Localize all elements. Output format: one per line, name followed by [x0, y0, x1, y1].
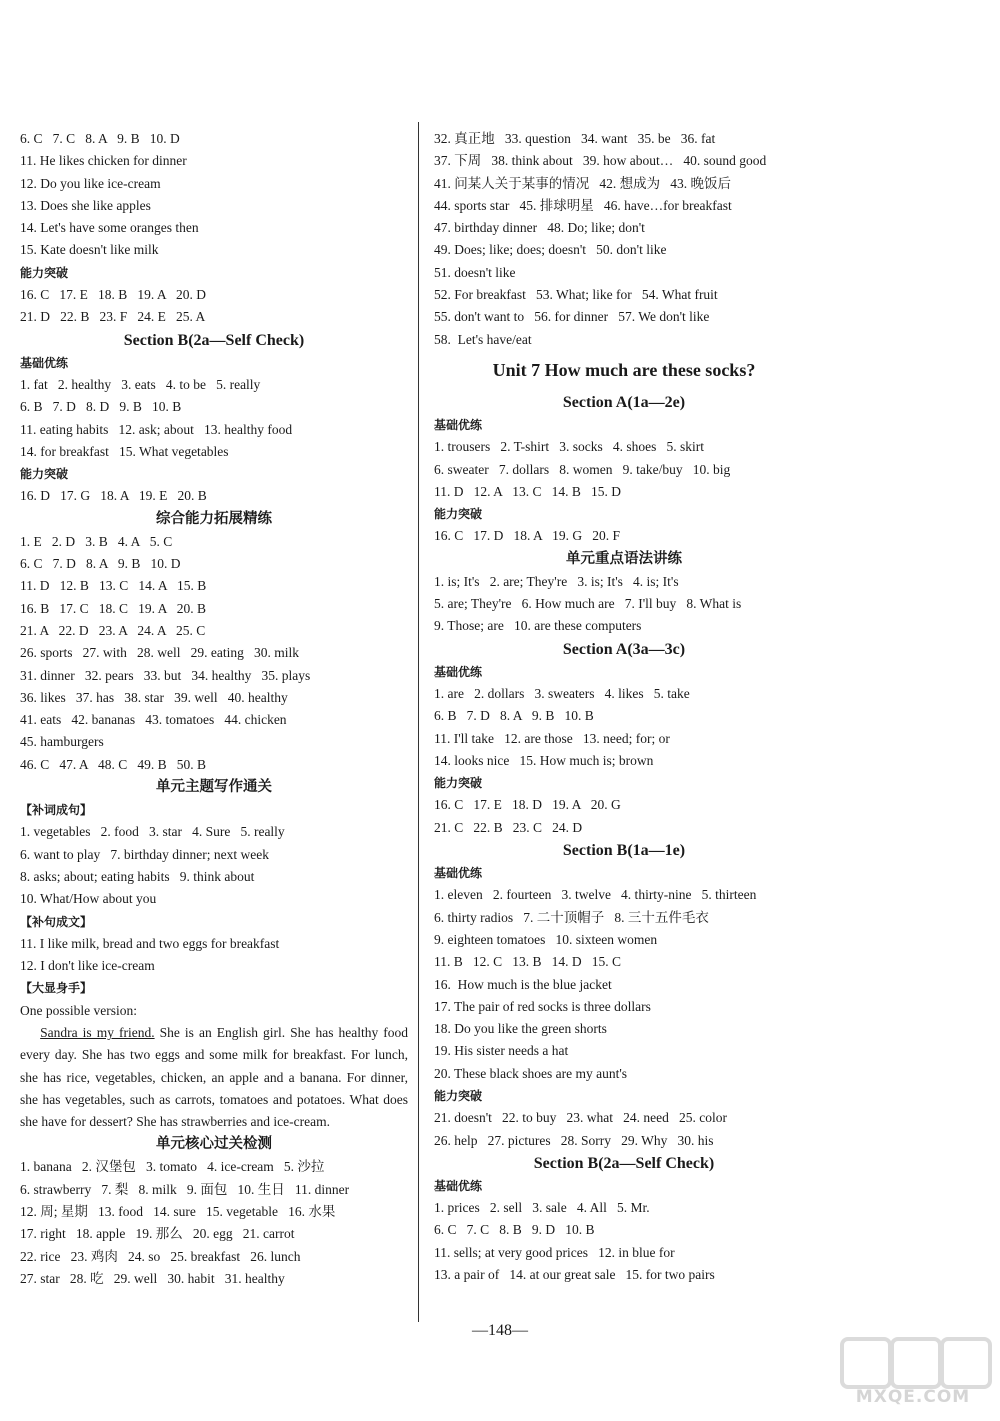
section-heading: 单元主题写作通关	[156, 779, 272, 796]
answer-line: 6. C 7. D 8. A 9. B 10. D	[20, 556, 181, 572]
answer-line: 9. Those; are 10. are these computers	[434, 618, 642, 634]
answer-line: 11. I'll take 12. are those 13. need; for; or	[434, 730, 670, 746]
answer-line: 12. 周; 星期 13. food 14. sure 15. vegetable 16. 水果	[20, 1204, 336, 1220]
section-heading: Section B(1a—1e)	[562, 842, 686, 860]
section-heading: Section A(1a—2e)	[562, 393, 686, 411]
answer-line: 6. strawberry 7. 梨 8. milk 9. 面包 10. 生日 11. dinner	[20, 1181, 350, 1197]
section-heading: Section B(2a—Self Check)	[533, 1154, 715, 1172]
answer-line: 12. Do you like ice-cream	[20, 175, 161, 191]
answer-line: 13. a pair of 14. at our great sale 15. for two pairs	[434, 1267, 715, 1283]
section-tag: 基础优练	[434, 664, 483, 679]
section-tag: 能力突破	[20, 265, 69, 280]
section-heading: 单元核心过关检测	[156, 1136, 272, 1153]
answer-line: 16. C 17. D 18. A 19. G 20. F	[434, 528, 621, 544]
answer-line: 16. C 17. E 18. B 19. A 20. D	[20, 287, 207, 303]
section-heading: Section B(2a—Self Check)	[123, 331, 305, 349]
answer-line: 8. asks; about; eating habits 9. think about	[20, 868, 255, 884]
answer-line: 11. sells; at very good prices 12. in blue for	[434, 1244, 675, 1260]
answer-line: 52. For breakfast 53. What; like for 54. What fruit	[434, 287, 718, 303]
answer-line: 11. B 12. C 13. B 14. D 15. C	[434, 954, 622, 970]
section-heading: Section A(3a—3c)	[562, 640, 686, 658]
answer-line: 1. is; It's 2. are; They're 3. is; It's 4. is; It's	[434, 573, 679, 589]
section-tag: 基础优练	[434, 417, 483, 432]
column-divider	[418, 122, 419, 1322]
watermark-url: MXQE.COM	[855, 1387, 971, 1407]
answer-line: 44. sports star 45. 排球明星 46. have…for breakfast	[434, 197, 732, 213]
section-tag: 能力突破	[434, 776, 483, 791]
essay-opening: Sandra is my friend.	[40, 1024, 155, 1040]
answer-line: 11. eating habits 12. ask; about 13. healthy food	[20, 421, 293, 437]
answer-line: 20. These black shoes are my aunt's	[434, 1065, 628, 1081]
answer-line: 6. C 7. C 8. A 9. B 10. D	[20, 131, 180, 146]
answer-line: 32. 真正地 33. question 34. want 35. be 36. fat	[434, 131, 716, 146]
section-heading: 单元重点语法讲练	[566, 550, 682, 567]
section-tag: 基础优练	[20, 355, 69, 370]
answer-line: 6. want to play 7. birthday dinner; next week	[20, 846, 269, 862]
section-tag: 基础优练	[434, 866, 483, 881]
essay-body: She is an English girl. She has healthy food every day. She has two eggs and some milk for breakfast. For lunch, she has rice, vegetables, chicken, an apple and a banana. For dinner, she has vegetables, such as carrots, tomatoes and potatoes. What does she have for dessert? She has strawberries and ice-cream.	[20, 1024, 408, 1130]
answer-line: 6. sweater 7. dollars 8. women 9. take/buy 10. big	[434, 461, 731, 477]
answer-line: 5. are; They're 6. How much are 7. I'll buy 8. What is	[434, 596, 742, 612]
answer-line: 46. C 47. A 48. C 49. B 50. B	[20, 756, 207, 772]
answer-line: 41. eats 42. bananas 43. tomatoes 44. chicken	[20, 712, 287, 728]
watermark-glyph-box	[840, 1337, 892, 1389]
answer-line: 14. for breakfast 15. What vegetables	[20, 443, 229, 459]
answer-line: 49. Does; like; does; doesn't 50. don't like	[434, 242, 667, 258]
section-tag: 能力突破	[434, 1088, 483, 1103]
answer-line: 16. How much is the blue jacket	[434, 976, 612, 992]
left-column	[20, 128, 408, 1290]
section-tag: 能力突破	[434, 507, 483, 522]
answer-line: 27. star 28. 吃 29. well 30. habit 31. healthy	[20, 1270, 285, 1286]
answer-line: 26. sports 27. with 28. well 29. eating 30. milk	[20, 645, 299, 661]
answer-line: 11. D 12. A 13. C 14. B 15. D	[434, 483, 622, 499]
answer-line: 41. 问某人关于某事的情况 42. 想成为 43. 晚饭后	[434, 175, 731, 191]
answer-line: 1. banana 2. 汉堡包 3. tomato 4. ice-cream 5. 沙拉	[20, 1159, 325, 1175]
answer-line: 58. Let's have/eat	[434, 331, 532, 347]
answer-line: 45. hamburgers	[20, 734, 104, 750]
answer-line: 10. What/How about you	[20, 891, 157, 907]
answer-line: 21. D 22. B 23. F 24. E 25. A	[20, 309, 206, 325]
answer-line: 9. eighteen tomatoes 10. sixteen women	[434, 931, 658, 947]
answer-line: 6. B 7. D 8. D 9. B 10. B	[20, 399, 182, 415]
answer-line: 51. doesn't like	[434, 264, 516, 280]
answer-line: 1. prices 2. sell 3. sale 4. All 5. Mr.	[434, 1200, 650, 1216]
answer-line: 19. His sister needs a hat	[434, 1043, 569, 1059]
unit-title: Unit 7 How much are these socks?	[492, 359, 756, 380]
answer-line: 16. B 17. C 18. C 19. A 20. B	[20, 600, 207, 616]
right-column	[434, 128, 814, 1286]
answer-line: 47. birthday dinner 48. Do; like; don't	[434, 220, 645, 236]
answer-line: 12. I don't like ice-cream	[20, 958, 155, 974]
section-tag: 【补词成句】	[20, 803, 93, 818]
answer-line: 1. eleven 2. fourteen 3. twelve 4. thirty-nine 5. thirteen	[434, 887, 757, 903]
answer-line: 11. D 12. B 13. C 14. A 15. B	[20, 578, 207, 594]
answer-line: 16. D 17. G 18. A 19. E 20. B	[20, 488, 207, 504]
answer-line: 17. The pair of red socks is three dollars	[434, 998, 651, 1014]
answer-line: 6. B 7. D 8. A 9. B 10. B	[434, 708, 594, 724]
answer-line: 1. trousers 2. T-shirt 3. socks 4. shoes 5. skirt	[434, 439, 704, 455]
answer-line: 16. C 17. E 18. D 19. A 20. G	[434, 797, 621, 813]
answer-line: 6. C 7. C 8. B 9. D 10. B	[434, 1222, 595, 1238]
answer-line: 1. fat 2. healthy 3. eats 4. to be 5. really	[20, 376, 261, 392]
answer-line: 13. Does she like apples	[20, 197, 151, 213]
answer-line: 6. thirty radios 7. 二十顶帽子 8. 三十五件毛衣	[434, 909, 709, 925]
answer-line: 21. doesn't 22. to buy 23. what 24. need 25. color	[434, 1110, 728, 1126]
section-tag: 能力突破	[20, 467, 69, 482]
answer-line: 14. looks nice 15. How much is; brown	[434, 752, 654, 768]
page-number: —148—	[472, 1322, 528, 1339]
section-tag: 基础优练	[434, 1178, 483, 1193]
answer-line: 14. Let's have some oranges then	[20, 220, 199, 236]
watermark-glyph-box	[890, 1337, 942, 1389]
answers-block	[20, 128, 408, 262]
answer-line: 31. dinner 32. pears 33. but 34. healthy 35. plays	[20, 667, 311, 683]
answer-line: 11. He likes chicken for dinner	[20, 153, 187, 169]
answer-line: 1. E 2. D 3. B 4. A 5. C	[20, 533, 173, 549]
answer-line: 21. C 22. B 23. C 24. D	[434, 819, 583, 835]
section-tag: 【补句成文】	[20, 914, 93, 929]
answer-line: 21. A 22. D 23. A 24. A 25. C	[20, 622, 206, 638]
sample-essay	[20, 1022, 408, 1133]
answer-line: 22. rice 23. 鸡肉 24. so 25. breakfast 26. lunch	[20, 1248, 301, 1264]
answer-line: 18. Do you like the green shorts	[434, 1021, 607, 1037]
version-label: One possible version:	[20, 1002, 137, 1018]
answer-line: 17. right 18. apple 19. 那么 20. egg 21. carrot	[20, 1226, 295, 1242]
section-tag: 【大显身手】	[20, 981, 93, 996]
watermark-glyph-box	[940, 1337, 992, 1389]
section-heading: 综合能力拓展精练	[156, 510, 272, 527]
answer-line: 37. 下周 38. think about 39. how about… 40. sound good	[434, 153, 767, 169]
answer-line: 1. are 2. dollars 3. sweaters 4. likes 5. take	[434, 685, 690, 701]
answer-line: 55. don't want to 56. for dinner 57. We don't like	[434, 309, 710, 325]
answer-line: 36. likes 37. has 38. star 39. well 40. healthy	[20, 689, 288, 705]
watermark-logo	[838, 1337, 988, 1407]
answer-line: 26. help 27. pictures 28. Sorry 29. Why 30. his	[434, 1132, 714, 1148]
answer-line: 1. vegetables 2. food 3. star 4. Sure 5. really	[20, 824, 285, 840]
answer-line: 11. I like milk, bread and two eggs for breakfast	[20, 935, 280, 951]
answer-line: 15. Kate doesn't like milk	[20, 242, 159, 258]
